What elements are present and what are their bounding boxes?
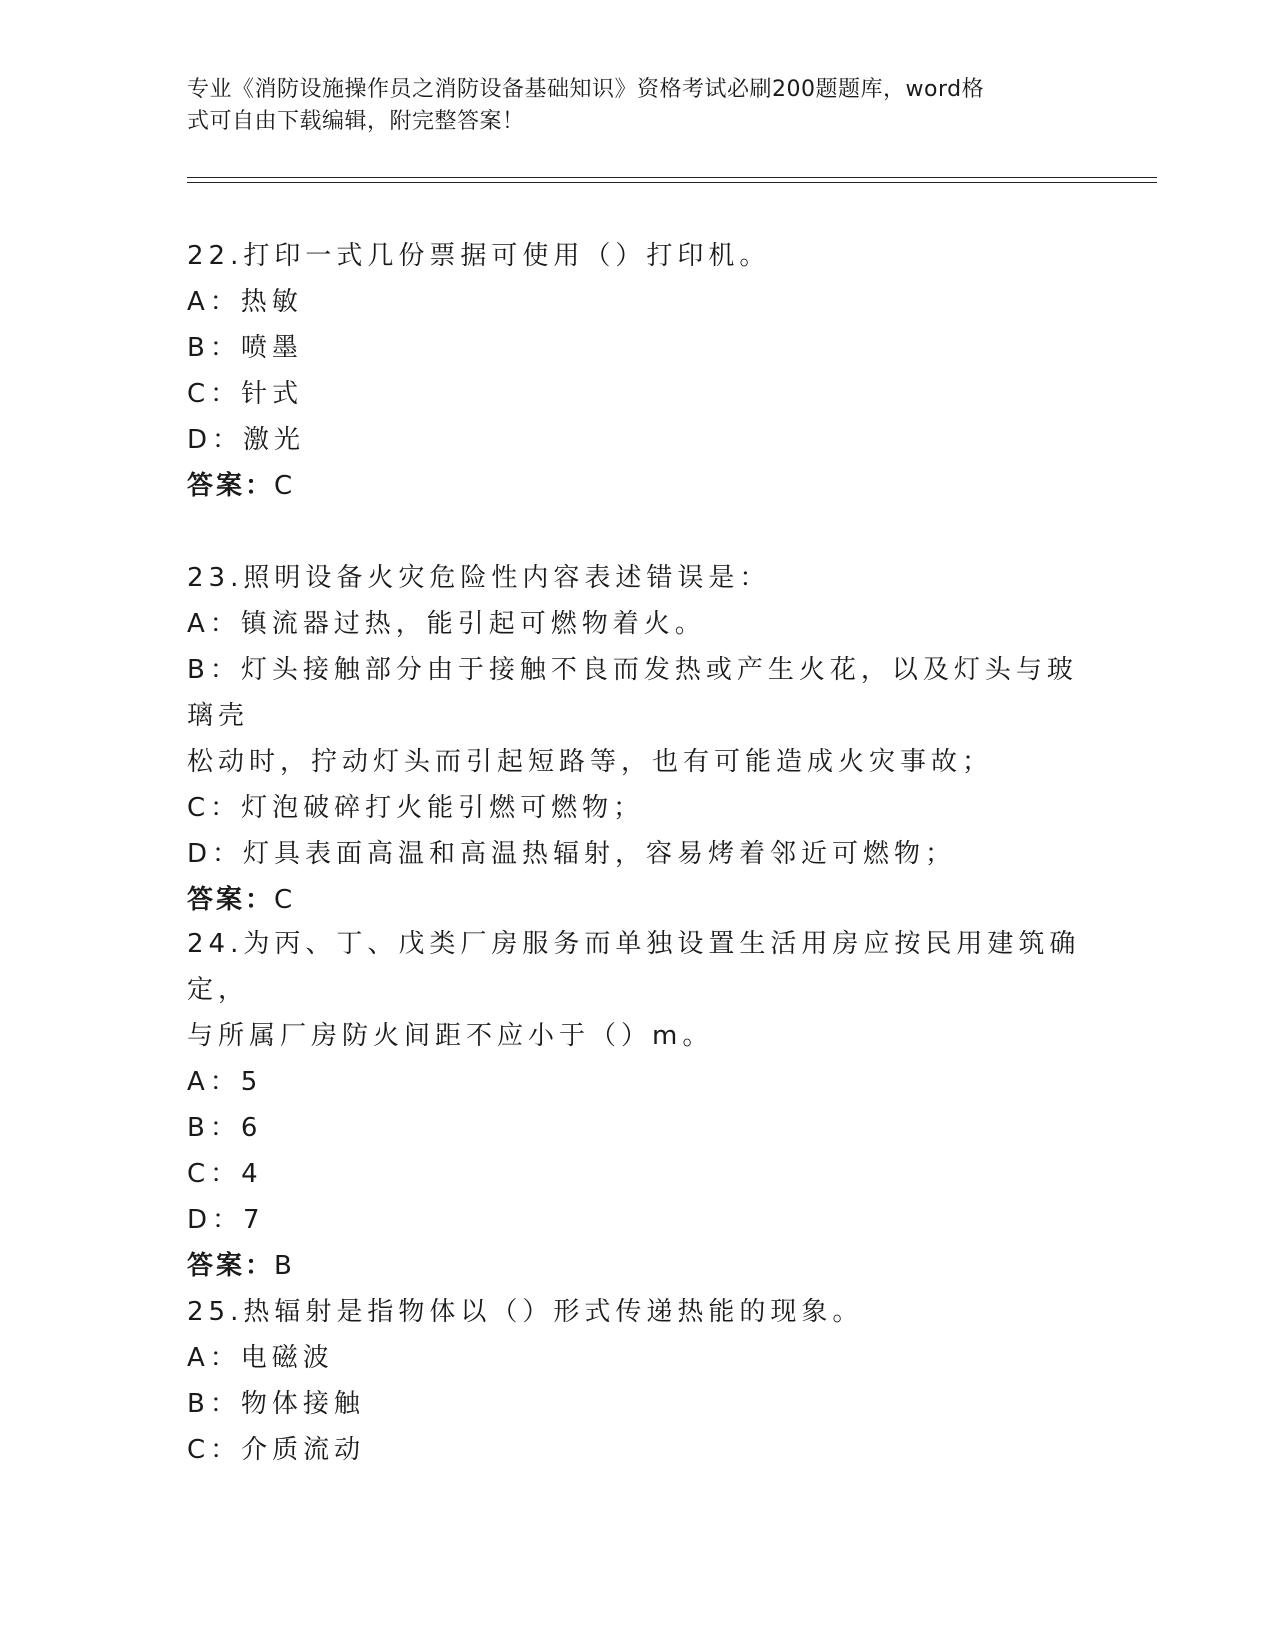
answer-value: C <box>274 471 296 501</box>
header-title-line1: 专业《消防设施操作员之消防设备基础知识》资格考试必刷200题题库，word格 <box>187 77 985 102</box>
option-b-continued: 松动时，拧动灯头而引起短路等，也有可能造成火灾事故； <box>187 747 994 777</box>
question-stem: 24.为丙、丁、戊类厂房服务而单独设置生活用房应按民用建筑确定， <box>187 929 1081 1005</box>
answer-label: 答案： <box>187 885 275 915</box>
option-b: B：6 <box>187 1113 263 1143</box>
question-24 <box>187 921 1087 1289</box>
option-d: D：激光 <box>187 425 306 455</box>
question-25 <box>187 1289 1087 1473</box>
option-b: B：物体接触 <box>187 1389 365 1419</box>
question-stem: 22.打印一式几份票据可使用（）打印机。 <box>187 241 771 271</box>
question-stem-continued: 与所属厂房防火间距不应小于（）m。 <box>187 1021 714 1051</box>
question-stem: 23.照明设备火灾危险性内容表述错误是： <box>187 563 771 593</box>
option-d: D：7 <box>187 1205 265 1235</box>
option-a: A：热敏 <box>187 287 303 317</box>
option-a: A：5 <box>187 1067 263 1097</box>
answer-value: B <box>274 1251 295 1281</box>
question-22 <box>187 233 1087 509</box>
answer-line <box>187 463 1087 509</box>
question-23 <box>187 555 1087 923</box>
question-stem: 25.热辐射是指物体以（）形式传递热能的现象。 <box>187 1297 864 1327</box>
answer-value: C <box>274 885 296 915</box>
answer-label: 答案： <box>187 1251 275 1281</box>
option-c: C：介质流动 <box>187 1435 366 1465</box>
answer-line <box>187 1243 1087 1289</box>
option-b: B：喷墨 <box>187 333 303 363</box>
header-divider-top <box>187 177 1157 178</box>
document-header <box>187 74 1087 138</box>
option-d: D：灯具表面高温和高温热辐射，容易烤着邻近可燃物； <box>187 839 957 869</box>
option-c: C：针式 <box>187 379 304 409</box>
option-a: A：镇流器过热，能引起可燃物着火。 <box>187 609 706 639</box>
option-b: B：灯头接触部分由于接触不良而发热或产生火花，以及灯头与玻璃壳 <box>187 655 1078 731</box>
option-c: C：灯泡破碎打火能引燃可燃物； <box>187 793 645 823</box>
option-a: A：电磁波 <box>187 1343 334 1373</box>
answer-label: 答案： <box>187 471 275 501</box>
header-divider-bottom <box>187 182 1157 183</box>
option-c: C：4 <box>187 1159 263 1189</box>
header-title-line2: 式可自由下载编辑，附完整答案！ <box>187 109 525 134</box>
answer-line <box>187 877 1087 923</box>
